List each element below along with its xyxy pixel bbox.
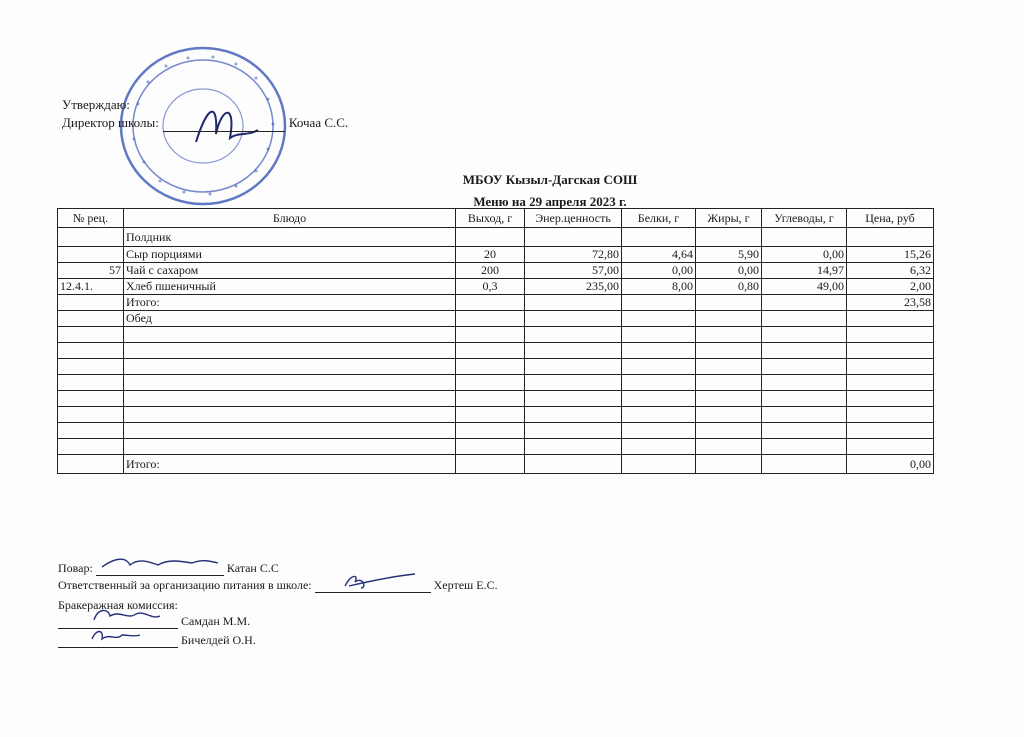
table-row: 57 Чай с сахаром 200 57,00 0,00 0,00 14,97 6,32 <box>58 263 934 279</box>
header-cell: Белки, г <box>622 209 696 228</box>
director-signature-line <box>163 117 285 132</box>
cook-name: Катан С.С <box>226 561 279 575</box>
member1-name: Самдан М.М. <box>181 614 251 628</box>
table-row-empty <box>58 423 934 439</box>
school-title: МБОУ Кызыл-Дагская СОШ <box>462 172 638 187</box>
header-cell: № рец. <box>58 209 124 228</box>
handwritten-signature-icon <box>96 553 224 577</box>
header-cell: Энер.ценность <box>525 209 622 228</box>
header-cell: Жиры, г <box>696 209 762 228</box>
cook-signature <box>96 561 224 576</box>
lunch-total-price: 0,00 <box>847 455 934 474</box>
table-row: Сыр порциями 20 72,80 4,64 5,90 0,00 15,26 <box>58 247 934 263</box>
table-row-empty <box>58 359 934 375</box>
menu-date-title: Меню на 29 апреля 2023 г. <box>473 194 627 209</box>
table-row-empty <box>58 327 934 343</box>
commission-member-2 <box>58 632 256 648</box>
member2-signature <box>58 633 178 648</box>
table-row-empty <box>58 439 934 455</box>
header-cell: Выход, г <box>456 209 525 228</box>
responsible-name: Хертеш Е.С. <box>433 578 498 592</box>
header-cell: Углеводы, г <box>762 209 847 228</box>
director-name: Кочаа С.С. <box>288 115 349 130</box>
approval-block <box>62 96 348 132</box>
header-cell: Цена, руб <box>847 209 934 228</box>
cook-signature-line <box>58 560 279 576</box>
total-label: Итого: <box>124 455 456 474</box>
section-row-lunch <box>58 311 934 327</box>
lunch-total-row <box>58 455 934 474</box>
responsible-label: Ответственный за организацию питания в школе: <box>58 578 312 592</box>
header-cell: Блюдо <box>124 209 456 228</box>
snack-total-row <box>58 295 934 311</box>
section-title: Обед <box>124 311 456 327</box>
snack-total-price: 23,58 <box>847 295 934 311</box>
handwritten-signature-icon <box>58 625 178 649</box>
table-row: 12.4.1. Хлеб пшеничный 0,3 235,00 8,00 0,80 49,00 2,00 <box>58 279 934 295</box>
table-header-row <box>58 209 934 228</box>
commission-label: Бракеражная комиссия: <box>58 598 178 612</box>
table-row-empty <box>58 375 934 391</box>
handwritten-signature-icon <box>315 570 431 594</box>
table-row-empty <box>58 407 934 423</box>
dish-name: Хлеб пшеничный <box>124 279 456 295</box>
responsible-signature-line <box>58 577 498 593</box>
section-title: Полдник <box>124 228 456 247</box>
member2-name: Бичелдей О.Н. <box>181 633 256 647</box>
dish-name: Сыр порциями <box>124 247 456 263</box>
section-row-snack <box>58 228 934 247</box>
total-label: Итого: <box>124 295 456 311</box>
table-row-empty <box>58 391 934 407</box>
responsible-signature <box>315 578 431 593</box>
cook-label: Повар: <box>58 561 93 575</box>
director-label: Директор школы: <box>62 115 159 130</box>
table-row-empty <box>58 343 934 359</box>
dish-name: Чай с сахаром <box>124 263 456 279</box>
menu-table <box>57 208 934 474</box>
approve-label: Утверждаю: <box>62 97 130 112</box>
